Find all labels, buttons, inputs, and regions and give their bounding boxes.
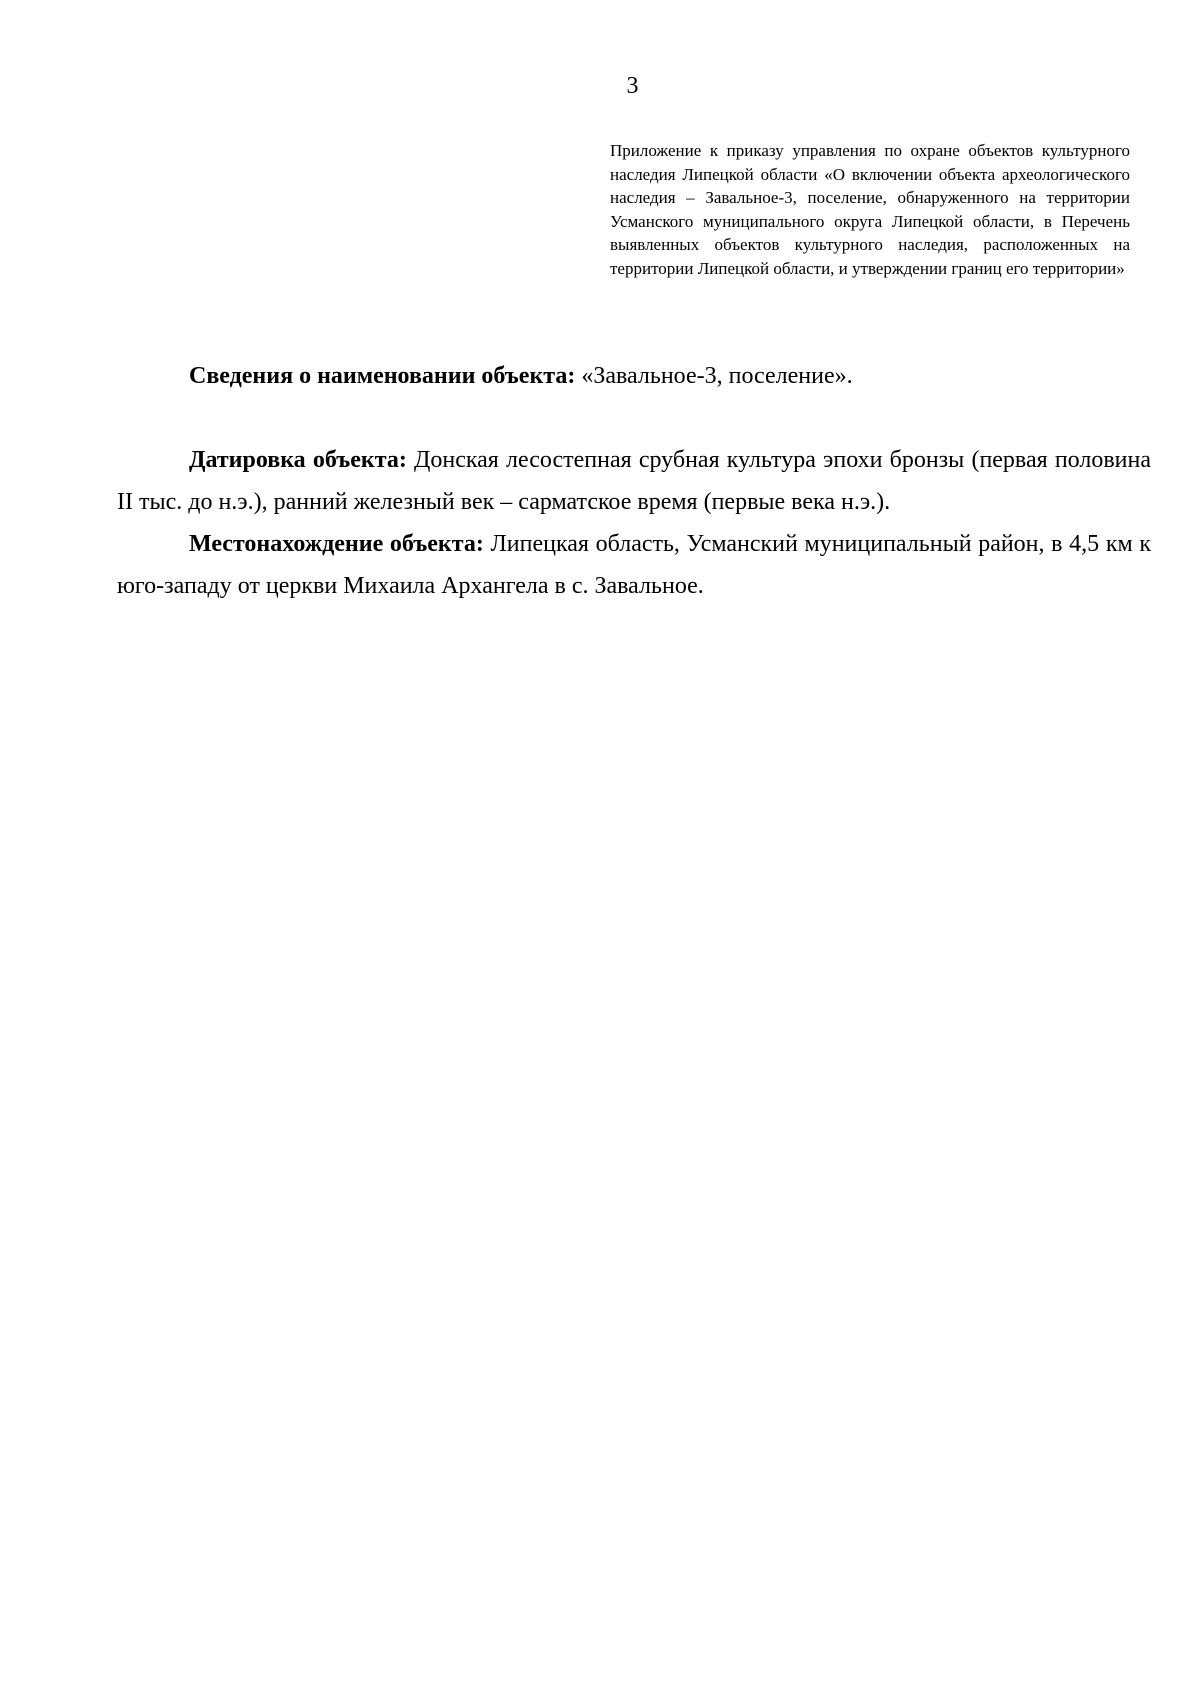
object-dating-label: Датировка объекта: [189, 447, 407, 473]
page-number: 3 [626, 73, 639, 99]
object-name-label: Сведения о наименовании объекта: [189, 363, 576, 389]
appendix-note: Приложение к приказу управления по охране объектов культурного наследия Липецкой области «О включении объекта археологического наследия – Завальное-3, поселение, обнаруженного на территории Усманского муниципального округа Липецкой области, в Перечень выявленных объектов культурного наследия, расположенных на территории Липецкой области, и утверждении границ его территории» [610, 141, 1130, 278]
object-location-value: Липецкая область, Усманский муниципальный район, в 4,5 км к юго-западу от церкви Михаила Архангела в с. Завальное. [117, 531, 1151, 599]
document-body [117, 355, 1151, 607]
object-dating-value: Донская лесостепная срубная культура эпохи бронзы (первая половина II тыс. до н.э.), ранний железный век – сарматское время (первые века н.э.). [117, 447, 1151, 515]
object-dating-paragraph [117, 439, 1151, 523]
object-location-label: Местонахождение объекта: [189, 531, 484, 557]
object-name-value: «Завальное-3, поселение». [575, 363, 853, 389]
object-location-paragraph [117, 523, 1151, 607]
object-name-paragraph [117, 355, 1151, 397]
